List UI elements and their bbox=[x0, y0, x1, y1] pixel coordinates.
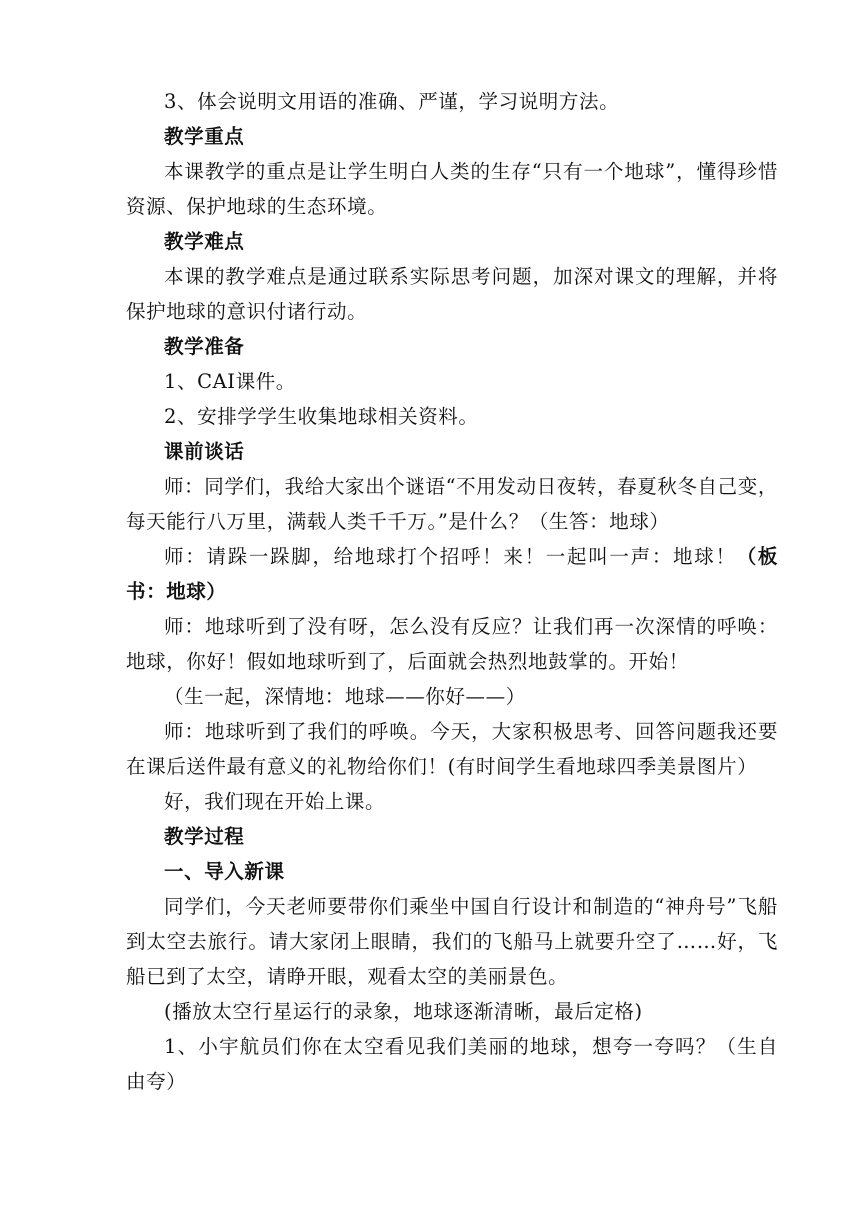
blackboard-note: （板书：地球） bbox=[126, 545, 778, 603]
preparation-item-1: 1、CAI课件。 bbox=[164, 370, 296, 393]
heading-introduction: 一、导入新课 bbox=[164, 860, 285, 883]
heading-key-points: 教学重点 bbox=[164, 125, 245, 148]
heading-teaching-process: 教学过程 bbox=[164, 825, 245, 848]
talk-paragraph-2 bbox=[126, 539, 778, 609]
key-points-text: 本课教学的重点是让学生明白人类的生存“只有一个地球”，懂得珍惜资源、保护地球的生态环境。 bbox=[126, 160, 778, 218]
talk-paragraph-2-text: 师：请跺一跺脚，给地球打个招呼！来！一起叫一声：地球！ bbox=[164, 545, 737, 568]
intro-paragraph-2: (播放太空行星运行的录象，地球逐渐清晰，最后定格) bbox=[164, 1000, 643, 1023]
intro-paragraph-1: 同学们，今天老师要带你们乘坐中国自行设计和制造的“神舟号”飞船到太空去旅行。请大家闭上眼睛，我们的飞船马上就要升空了……好，飞船已到了太空，请睁开眼，观看太空的美丽景色。 bbox=[126, 895, 778, 988]
preparation-item-2: 2、安排学学生收集地球相关资料。 bbox=[164, 405, 479, 428]
document-body bbox=[126, 84, 778, 1099]
talk-paragraph-6: 好，我们现在开始上课。 bbox=[164, 790, 386, 813]
objective-3: 3、体会说明文用语的准确、严谨，学习说明方法。 bbox=[164, 90, 620, 113]
talk-paragraph-1: 师：同学们，我给大家出个谜语“不用发动日夜转，春夏秋冬自己变，每天能行八万里，满载人类千千万。”是什么？（生答：地球） bbox=[126, 475, 778, 533]
heading-pre-class-talk: 课前谈话 bbox=[164, 440, 245, 463]
heading-difficulties: 教学难点 bbox=[164, 230, 245, 253]
intro-paragraph-3: 1、小宇航员们你在太空看见我们美丽的地球，想夸一夸吗？（生自由夸） bbox=[126, 1035, 778, 1093]
talk-paragraph-4: （生一起，深情地：地球——你好——） bbox=[164, 685, 526, 708]
heading-preparation: 教学准备 bbox=[164, 335, 245, 358]
talk-paragraph-3: 师：地球听到了没有呀，怎么没有反应？让我们再一次深情的呼唤：地球，你好！假如地球听到了，后面就会热烈地鼓掌的。开始！ bbox=[126, 615, 778, 673]
difficulties-text: 本课的教学难点是通过联系实际思考问题，加深对课文的理解，并将保护地球的意识付诸行动。 bbox=[126, 265, 778, 323]
talk-paragraph-5: 师：地球听到了我们的呼唤。今天，大家积极思考、回答问题我还要在课后送件最有意义的礼物给你们！(有时间学生看地球四季美景图片） bbox=[126, 720, 778, 778]
